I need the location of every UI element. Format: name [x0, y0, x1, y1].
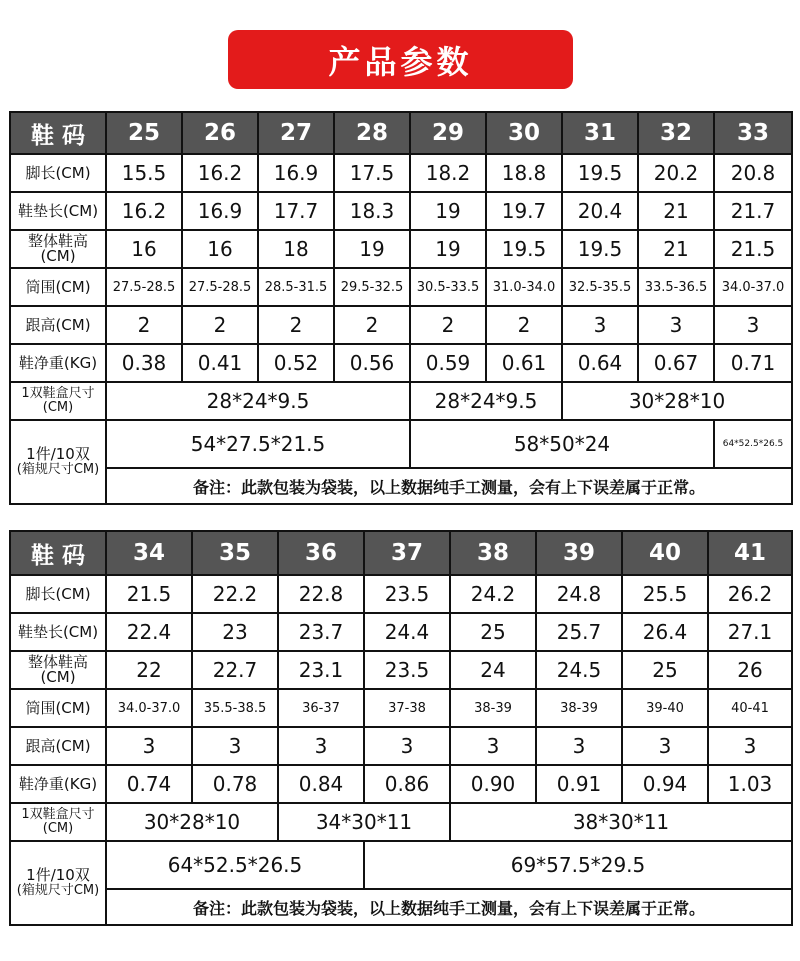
value-cell: 18 — [258, 230, 334, 268]
row-label-line: (CM) — [40, 247, 76, 265]
value-cell: 16.2 — [106, 192, 182, 230]
value-cell: 22.2 — [192, 575, 278, 613]
value-cell: 40-41 — [708, 689, 792, 727]
value-cell: 21 — [638, 230, 714, 268]
value-cell: 64*52.5*26.5 — [106, 841, 364, 889]
size-cell: 29 — [410, 112, 486, 154]
value-cell: 33.5-36.5 — [638, 268, 714, 306]
row-label: 跟高(CM) — [10, 306, 106, 344]
value-cell: 24.5 — [536, 651, 622, 689]
row-label-line: 整体鞋高 — [27, 653, 88, 671]
value-cell: 25 — [450, 613, 536, 651]
value-cell: 3 — [622, 727, 708, 765]
value-cell: 32.5-35.5 — [562, 268, 638, 306]
value-cell: 0.64 — [562, 344, 638, 382]
value-cell: 16 — [182, 230, 258, 268]
size-cell: 38 — [450, 531, 536, 575]
value-cell: 28*24*9.5 — [410, 382, 562, 420]
value-cell: 0.59 — [410, 344, 486, 382]
size-cell: 28 — [334, 112, 410, 154]
value-cell: 3 — [192, 727, 278, 765]
row-label — [10, 230, 106, 268]
value-cell: 18.3 — [334, 192, 410, 230]
value-cell: 1.03 — [708, 765, 792, 803]
value-cell: 18.8 — [486, 154, 562, 192]
value-cell: 19 — [410, 192, 486, 230]
table-row — [10, 689, 792, 727]
value-cell: 3 — [714, 306, 792, 344]
value-cell: 0.90 — [450, 765, 536, 803]
value-cell: 34*30*11 — [278, 803, 450, 841]
row-label-line: (CM) — [42, 400, 74, 415]
row-label — [10, 420, 106, 504]
value-cell: 28*24*9.5 — [106, 382, 410, 420]
value-cell: 16.9 — [258, 154, 334, 192]
value-cell: 17.7 — [258, 192, 334, 230]
size-cell: 39 — [536, 531, 622, 575]
value-cell: 27.5-28.5 — [182, 268, 258, 306]
value-cell: 0.71 — [714, 344, 792, 382]
header-label: 鞋 码 — [10, 531, 106, 575]
table-row — [10, 268, 792, 306]
value-cell: 2 — [334, 306, 410, 344]
value-cell: 2 — [410, 306, 486, 344]
value-cell: 19 — [334, 230, 410, 268]
row-label-line: (箱规尺寸CM) — [16, 462, 100, 477]
value-cell: 0.84 — [278, 765, 364, 803]
row-label — [10, 803, 106, 841]
value-cell: 20.8 — [714, 154, 792, 192]
value-cell: 20.2 — [638, 154, 714, 192]
table-row — [10, 613, 792, 651]
size-cell: 40 — [622, 531, 708, 575]
row-label: 筒围(CM) — [10, 689, 106, 727]
size-cell: 30 — [486, 112, 562, 154]
value-cell: 22.4 — [106, 613, 192, 651]
value-cell: 0.38 — [106, 344, 182, 382]
value-cell: 24 — [450, 651, 536, 689]
row-label-line: (CM) — [42, 821, 74, 836]
value-cell: 21.7 — [714, 192, 792, 230]
row-label — [10, 651, 106, 689]
row-label-line: (箱规尺寸CM) — [16, 883, 100, 898]
value-cell: 64*52.5*26.5 — [714, 420, 792, 468]
value-cell: 3 — [638, 306, 714, 344]
value-cell: 17.5 — [334, 154, 410, 192]
value-cell: 2 — [106, 306, 182, 344]
size-cell: 25 — [106, 112, 182, 154]
value-cell: 3 — [450, 727, 536, 765]
size-table-2 — [9, 530, 793, 926]
row-label-line: 1件/10双 — [26, 866, 90, 884]
value-cell: 21 — [638, 192, 714, 230]
table-row — [10, 306, 792, 344]
row-label-line: 1双鞋盒尺寸 — [21, 386, 95, 401]
value-cell: 21.5 — [714, 230, 792, 268]
value-cell: 24.2 — [450, 575, 536, 613]
note-row — [10, 468, 792, 504]
value-cell: 25 — [622, 651, 708, 689]
table-row — [10, 651, 792, 689]
value-cell: 35.5-38.5 — [192, 689, 278, 727]
value-cell: 36-37 — [278, 689, 364, 727]
size-cell: 35 — [192, 531, 278, 575]
value-cell: 3 — [106, 727, 192, 765]
value-cell: 19.5 — [486, 230, 562, 268]
value-cell: 19 — [410, 230, 486, 268]
shoebox-size-row — [10, 382, 792, 420]
value-cell: 19.5 — [562, 154, 638, 192]
value-cell: 31.0-34.0 — [486, 268, 562, 306]
value-cell: 30*28*10 — [106, 803, 278, 841]
row-label — [10, 382, 106, 420]
value-cell: 0.67 — [638, 344, 714, 382]
size-cell: 34 — [106, 531, 192, 575]
value-cell: 3 — [278, 727, 364, 765]
value-cell: 3 — [562, 306, 638, 344]
row-label-line: (CM) — [40, 668, 76, 686]
value-cell: 30*28*10 — [562, 382, 792, 420]
value-cell: 0.52 — [258, 344, 334, 382]
value-cell: 0.78 — [192, 765, 278, 803]
value-cell: 23.5 — [364, 651, 450, 689]
size-cell: 33 — [714, 112, 792, 154]
value-cell: 34.0-37.0 — [106, 689, 192, 727]
value-cell: 27.1 — [708, 613, 792, 651]
value-cell: 3 — [708, 727, 792, 765]
value-cell: 29.5-32.5 — [334, 268, 410, 306]
value-cell: 18.2 — [410, 154, 486, 192]
value-cell: 23.7 — [278, 613, 364, 651]
value-cell: 38-39 — [450, 689, 536, 727]
value-cell: 0.41 — [182, 344, 258, 382]
value-cell: 0.56 — [334, 344, 410, 382]
value-cell: 22 — [106, 651, 192, 689]
row-label: 脚长(CM) — [10, 154, 106, 192]
row-label — [10, 841, 106, 925]
row-label: 鞋净重(KG) — [10, 765, 106, 803]
value-cell: 34.0-37.0 — [714, 268, 792, 306]
value-cell: 23 — [192, 613, 278, 651]
size-cell: 36 — [278, 531, 364, 575]
page-title: 产品参数 — [228, 30, 573, 89]
row-label: 脚长(CM) — [10, 575, 106, 613]
value-cell: 24.8 — [536, 575, 622, 613]
value-cell: 25.5 — [622, 575, 708, 613]
value-cell: 22.8 — [278, 575, 364, 613]
value-cell: 2 — [182, 306, 258, 344]
value-cell: 24.4 — [364, 613, 450, 651]
value-cell: 26.2 — [708, 575, 792, 613]
row-label: 跟高(CM) — [10, 727, 106, 765]
value-cell: 26 — [708, 651, 792, 689]
value-cell: 19.5 — [562, 230, 638, 268]
value-cell: 22.7 — [192, 651, 278, 689]
value-cell: 3 — [536, 727, 622, 765]
size-cell: 32 — [638, 112, 714, 154]
value-cell: 30.5-33.5 — [410, 268, 486, 306]
value-cell: 69*57.5*29.5 — [364, 841, 792, 889]
row-label: 鞋净重(KG) — [10, 344, 106, 382]
row-label: 鞋垫长(CM) — [10, 613, 106, 651]
value-cell: 0.74 — [106, 765, 192, 803]
value-cell: 25.7 — [536, 613, 622, 651]
value-cell: 0.61 — [486, 344, 562, 382]
header-label: 鞋 码 — [10, 112, 106, 154]
value-cell: 0.86 — [364, 765, 450, 803]
table-row — [10, 765, 792, 803]
note-row — [10, 889, 792, 925]
value-cell: 15.5 — [106, 154, 182, 192]
shoebox-size-row — [10, 803, 792, 841]
value-cell: 2 — [486, 306, 562, 344]
table-row — [10, 230, 792, 268]
row-label-line: 整体鞋高 — [27, 232, 88, 250]
size-cell: 41 — [708, 531, 792, 575]
size-cell: 27 — [258, 112, 334, 154]
note-text: 备注：此款包装为袋装，以上数据纯手工测量，会有上下误差属于正常。 — [106, 468, 792, 504]
value-cell: 16.9 — [182, 192, 258, 230]
size-cell: 37 — [364, 531, 450, 575]
table-row — [10, 727, 792, 765]
value-cell: 38*30*11 — [450, 803, 792, 841]
value-cell: 19.7 — [486, 192, 562, 230]
size-header-row — [10, 531, 792, 575]
row-label: 筒围(CM) — [10, 268, 106, 306]
value-cell: 28.5-31.5 — [258, 268, 334, 306]
value-cell: 54*27.5*21.5 — [106, 420, 410, 468]
value-cell: 38-39 — [536, 689, 622, 727]
value-cell: 37-38 — [364, 689, 450, 727]
size-cell: 26 — [182, 112, 258, 154]
carton-size-row — [10, 420, 792, 468]
value-cell: 23.1 — [278, 651, 364, 689]
table-row — [10, 344, 792, 382]
value-cell: 26.4 — [622, 613, 708, 651]
value-cell: 39-40 — [622, 689, 708, 727]
value-cell: 16 — [106, 230, 182, 268]
value-cell: 21.5 — [106, 575, 192, 613]
carton-size-row — [10, 841, 792, 889]
size-header-row — [10, 112, 792, 154]
size-table-1 — [9, 111, 793, 505]
note-text: 备注：此款包装为袋装，以上数据纯手工测量，会有上下误差属于正常。 — [106, 889, 792, 925]
value-cell: 23.5 — [364, 575, 450, 613]
size-cell: 31 — [562, 112, 638, 154]
value-cell: 20.4 — [562, 192, 638, 230]
table-row — [10, 154, 792, 192]
value-cell: 0.94 — [622, 765, 708, 803]
value-cell: 27.5-28.5 — [106, 268, 182, 306]
value-cell: 0.91 — [536, 765, 622, 803]
row-label-line: 1件/10双 — [26, 445, 90, 463]
row-label-line: 1双鞋盒尺寸 — [21, 807, 95, 822]
table-row — [10, 575, 792, 613]
value-cell: 16.2 — [182, 154, 258, 192]
value-cell: 2 — [258, 306, 334, 344]
table-row — [10, 192, 792, 230]
value-cell: 58*50*24 — [410, 420, 714, 468]
value-cell: 3 — [364, 727, 450, 765]
row-label: 鞋垫长(CM) — [10, 192, 106, 230]
